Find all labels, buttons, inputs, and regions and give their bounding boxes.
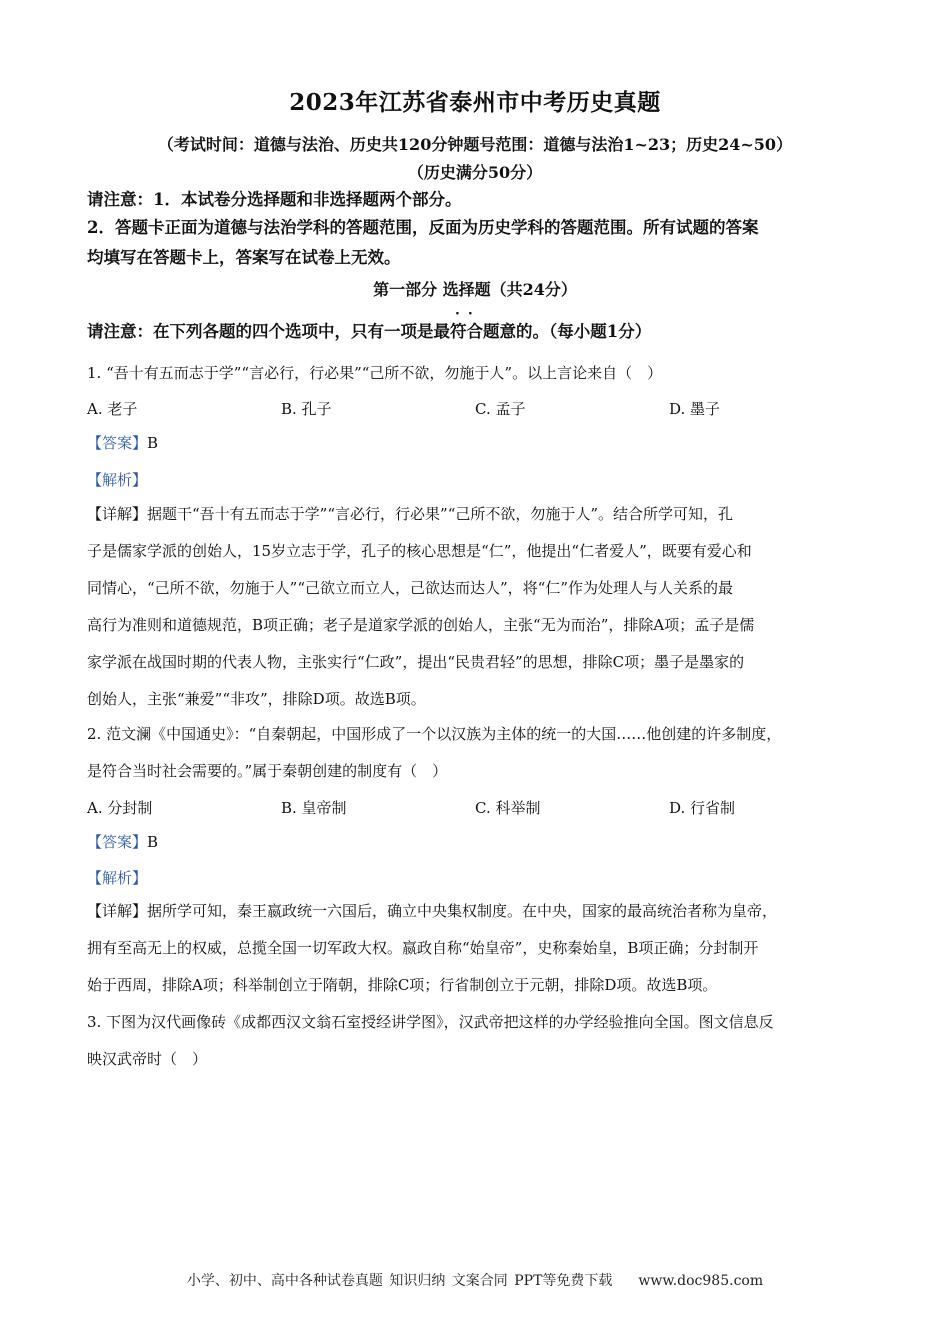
q2-detail	[87, 893, 863, 1004]
q2-options	[87, 797, 867, 827]
q1-detail-line: 同情心，“己所不欲，勿施于人”“己欲立而立人，己欲达而达人”，将“仁”作为处理人与人关系的最	[87, 579, 734, 597]
q1-option-c: C. 孟子	[475, 400, 526, 418]
q2-stem	[87, 716, 863, 790]
notice-1: 请注意：1．本试卷分选择题和非选择题两个部分。	[87, 190, 462, 209]
part-notice: 请注意：在下列各题的四个选项中，只有一项是最符合题意的。（每小题1分）	[87, 322, 652, 341]
footer-text: 小学、初中、高中各种试卷真题 知识归纳 文案合同 PPT等免费下载	[186, 1273, 613, 1289]
analysis-label: 【解析】	[87, 471, 148, 489]
q2-analysis	[87, 860, 863, 897]
q1-detail-line: 【详解】据题干“吾十有五而志于学”“言必行，行必果”“己所不欲，勿施于人”。结合所学可知，孔	[87, 505, 734, 523]
notice-2-line-2: 均填写在答题卡上，答案写在试卷上无效。	[87, 248, 401, 267]
q1-detail	[87, 496, 863, 718]
q1-answer	[87, 425, 863, 462]
notice-2-line-1: 2．答题卡正面为道德与法治学科的答题范围，反面为历史学科的答题范围。所有试题的答案	[87, 218, 759, 237]
q2-answer	[87, 824, 863, 861]
q2-detail-line: 【详解】据所学可知，秦王嬴政统一六国后，确立中央集权制度。在中央，国家的最高统治者称为皇帝，	[87, 902, 778, 920]
q2-option-b: B. 皇帝制	[281, 799, 347, 817]
q1-answer-value: B	[147, 434, 159, 452]
q1-option-d: D. 墨子	[669, 400, 721, 418]
q3-stem-line: 映汉武帝时（ ）	[87, 1050, 208, 1068]
page-footer	[0, 1270, 950, 1290]
q2-stem-line: 是符合当时社会需要的。”属于秦朝创建的制度有（ ）	[87, 762, 448, 780]
q1-option-a: A. 老子	[87, 400, 138, 418]
q1-stem: 1. “吾十有五而志于学”“言必行，行必果”“己所不欲，勿施于人”。以上言论来自（ ）	[87, 364, 663, 382]
q2-detail-line: 拥有至高无上的权威，总揽全国一切军政大权。嬴政自称“始皇帝”，史称秦始皇，B项正确；分封制开	[87, 939, 759, 957]
q3-stem-line: 3. 下图为汉代画像砖《成都西汉文翁石室授经讲学图》，汉武帝把这样的办学经验推向全国。图文信息反	[87, 1013, 774, 1031]
q2-option-d: D. 行省制	[669, 799, 736, 817]
q3-stem	[87, 1004, 863, 1078]
answer-label: 【答案】	[87, 833, 148, 851]
q1-options	[87, 398, 867, 428]
part-title: 第一部分 选择题（共24分）	[373, 280, 577, 299]
emphasis-dots: ··	[455, 306, 481, 322]
q2-stem-line: 2. 范文澜《中国通史》：“自秦朝起，中国形成了一个以汉族为主体的统一的大国……他创建的许多制度，	[87, 725, 782, 743]
answer-label: 【答案】	[87, 434, 148, 452]
q2-option-c: C. 科举制	[475, 799, 541, 817]
exam-info: （考试时间：道德与法治、历史共120分钟题号范围：道德与法治1~23；历史24~50）	[157, 135, 793, 154]
q2-detail-line: 始于西周，排除A项；科举制创立于隋朝，排除C项；行省制创立于元朝，排除D项。故选B项。	[87, 976, 718, 994]
analysis-label: 【解析】	[87, 869, 148, 887]
detail-label: 【详解】	[87, 505, 148, 523]
q1-detail-line: 家学派在战国时期的代表人物，主张实行“仁政”，提出“民贵君轻”的思想，排除C项；墨子是墨家的	[87, 653, 745, 671]
q1-option-b: B. 孔子	[281, 400, 332, 418]
footer-site-link[interactable]: www.doc985.com	[638, 1273, 764, 1289]
q2-answer-value: B	[147, 833, 159, 851]
detail-label: 【详解】	[87, 902, 148, 920]
q1-detail-line: 高行为准则和道德规范，B项正确；老子是道家学派的创始人，主张“无为而治”，排除A项；孟子是儒	[87, 616, 755, 634]
page-title: 2023年江苏省泰州市中考历史真题	[289, 89, 661, 116]
q2-option-a: A. 分封制	[87, 799, 153, 817]
q1-detail-line: 创始人，主张“兼爱”“非攻”，排除D项。故选B项。	[87, 690, 426, 708]
q1-analysis	[87, 462, 863, 499]
score-info: （历史满分50分）	[407, 163, 543, 182]
q1-detail-line: 子是儒家学派的创始人，15岁立志于学，孔子的核心思想是“仁”，他提出“仁者爱人”，既要有爱心和	[87, 542, 752, 560]
